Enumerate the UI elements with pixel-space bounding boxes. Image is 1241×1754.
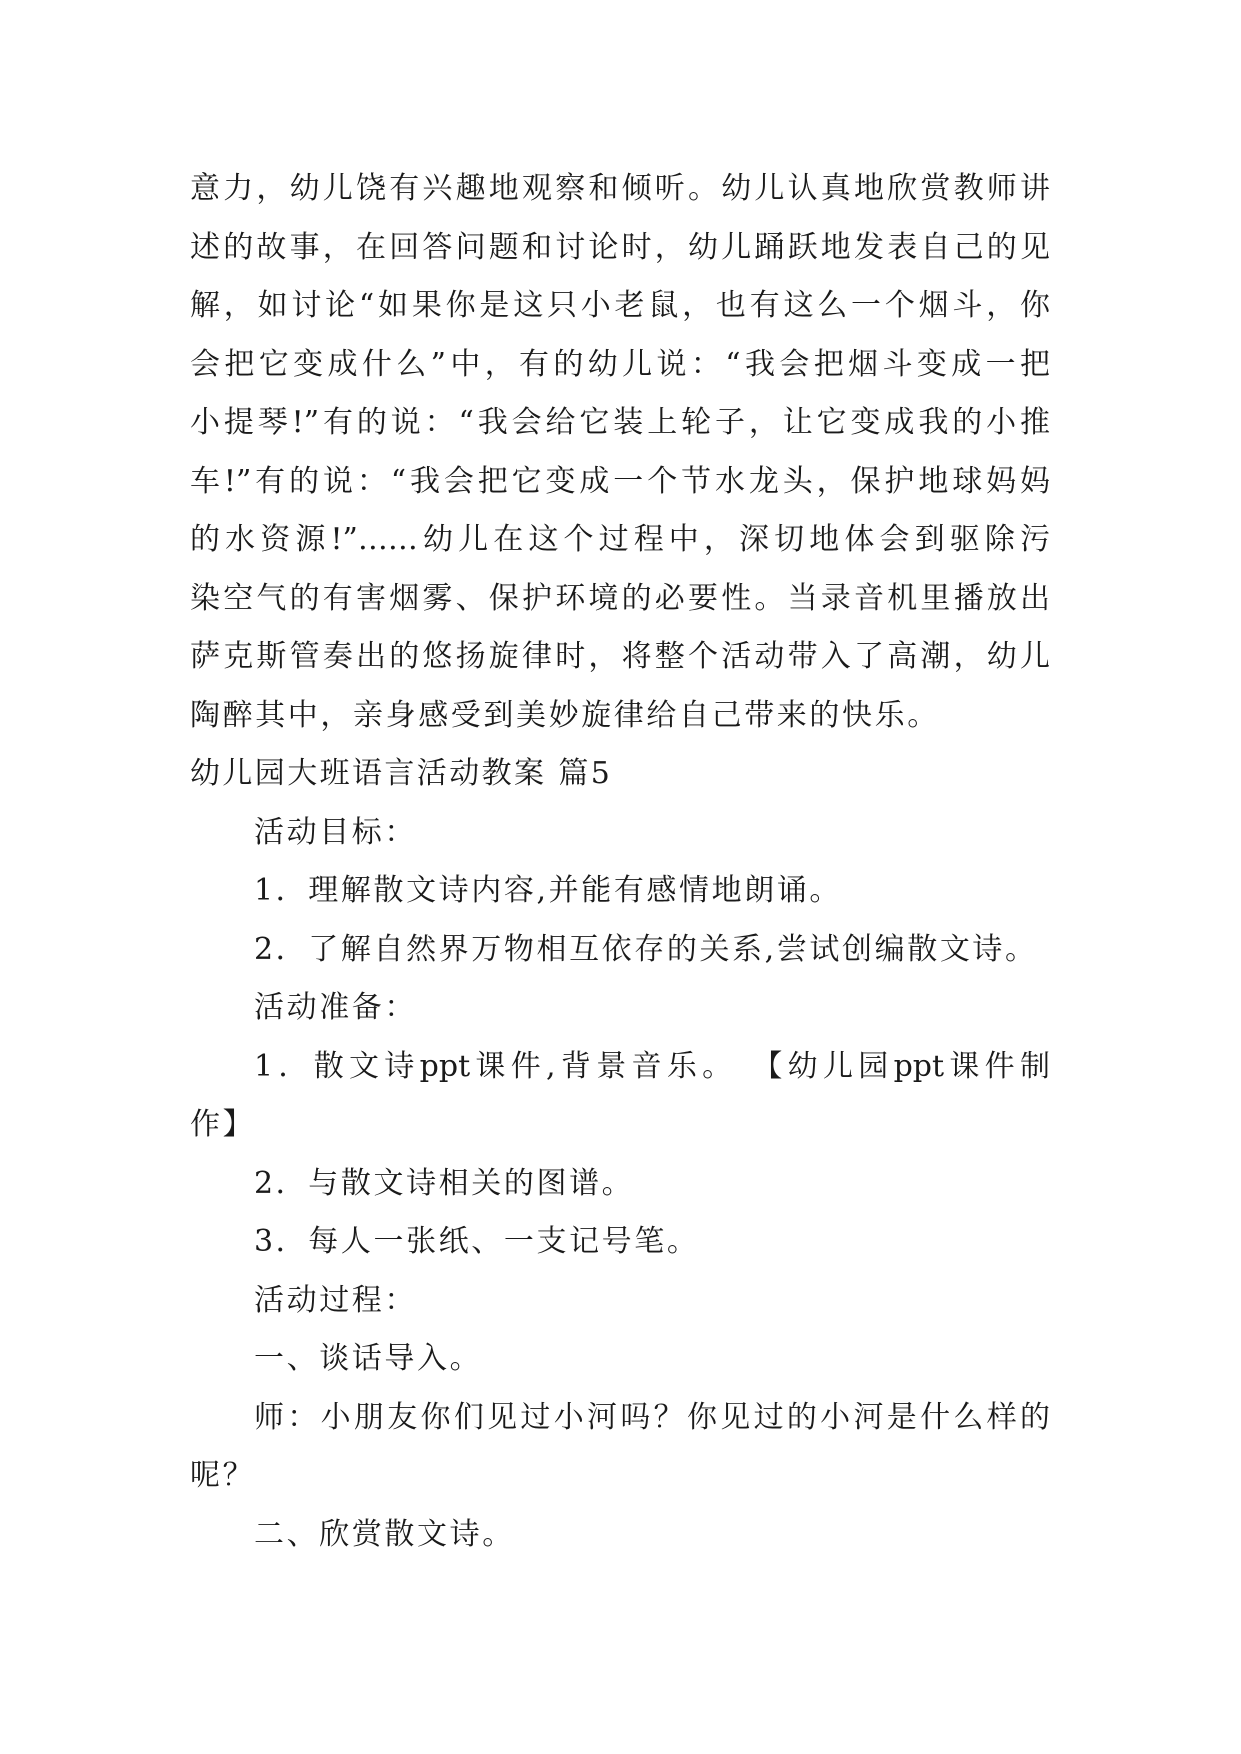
- process-step-2: 二、欣赏散文诗。: [254, 1516, 515, 1552]
- goal-item-2: 2．了解自然界万物相互依存的关系,尝试创编散文诗。: [254, 931, 1038, 967]
- prep-item-3: 3．每人一张纸、一支记号笔。: [254, 1224, 700, 1259]
- process-step-1: 一、谈话导入。: [254, 1341, 483, 1376]
- paragraph-line: 述的故事，在回答问题和讨论时，幼儿踊跃地发表自己的见: [190, 229, 1050, 265]
- goal-item-1: 1．理解散文诗内容,并能有感情地朗诵。: [254, 873, 843, 908]
- process-title: 活动过程：: [254, 1282, 417, 1318]
- paragraph-line: 小提琴!”有的说：“我会给它装上轮子，让它变成我的小推: [190, 405, 1050, 440]
- section-heading: 幼儿园大班语言活动教案 篇5: [190, 756, 613, 791]
- prep-item-1: 1．散文诗ppt课件,背景音乐。 【幼儿园ppt课件制: [254, 1048, 1050, 1084]
- teacher-question-continued: 呢？: [190, 1458, 256, 1493]
- paragraph-line: 陶醉其中，亲身感受到美妙旋律给自己带来的快乐。: [190, 697, 940, 733]
- teacher-question: 师：小朋友你们见过小河吗？你见过的小河是什么样的: [254, 1399, 1050, 1435]
- paragraph-line: 车!”有的说：“我会把它变成一个节水龙头，保护地球妈妈: [190, 463, 1050, 499]
- prep-title: 活动准备：: [254, 990, 417, 1025]
- prep-item-2: 2．与散文诗相关的图谱。: [254, 1165, 635, 1201]
- paragraph-line: 解，如讨论“如果你是这只小老鼠，也有这么一个烟斗，你: [190, 288, 1050, 323]
- paragraph-line: 萨克斯管奏出的悠扬旋律时，将整个活动带入了高潮，幼儿: [190, 639, 1050, 674]
- paragraph-line: 意力，幼儿饶有兴趣地观察和倾听。幼儿认真地欣赏教师讲: [190, 171, 1050, 206]
- goals-title: 活动目标：: [254, 814, 417, 850]
- paragraph-line: 会把它变成什么”中，有的幼儿说：“我会把烟斗变成一把: [190, 346, 1050, 382]
- prep-item-1-continued: 作】: [190, 1107, 256, 1142]
- document-body: [190, 160, 1050, 1564]
- paragraph-line: 的水资源!”……幼儿在这个过程中，深切地体会到驱除污: [190, 522, 1050, 557]
- paragraph-line: 染空气的有害烟雾、保护环境的必要性。当录音机里播放出: [190, 580, 1050, 616]
